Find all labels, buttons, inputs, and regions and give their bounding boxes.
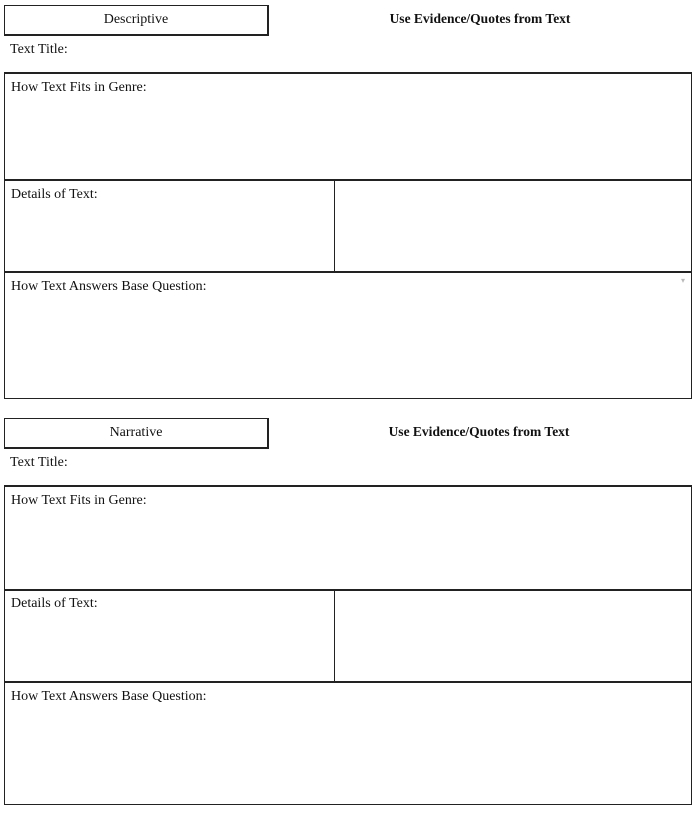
fits-genre-cell[interactable] (4, 485, 692, 591)
genre-label: Descriptive (103, 12, 169, 27)
details-right-cell[interactable] (334, 179, 692, 273)
genre-label-box (4, 5, 269, 36)
details-right-cell[interactable] (334, 589, 692, 683)
answers-question-label: How Text Answers Base Question: (11, 279, 207, 294)
fits-genre-label: How Text Fits in Genre: (11, 80, 147, 95)
fits-genre-cell[interactable] (4, 72, 692, 181)
answers-question-cell[interactable] (4, 271, 692, 399)
evidence-heading: Use Evidence/Quotes from Text (388, 424, 570, 439)
evidence-heading: Use Evidence/Quotes from Text (389, 11, 571, 26)
genre-label-box (4, 418, 269, 449)
text-title-label: Text Title: (10, 42, 68, 57)
details-cell[interactable] (4, 179, 335, 273)
answers-question-label: How Text Answers Base Question: (11, 689, 207, 704)
fits-genre-label: How Text Fits in Genre: (11, 493, 147, 508)
text-title-label: Text Title: (10, 455, 68, 470)
details-label: Details of Text: (11, 187, 98, 202)
answers-question-cell[interactable] (4, 681, 692, 805)
chevron-down-icon[interactable]: ▾ (680, 276, 685, 285)
details-cell[interactable] (4, 589, 335, 683)
details-label: Details of Text: (11, 596, 98, 611)
genre-label: Narrative (109, 425, 163, 440)
